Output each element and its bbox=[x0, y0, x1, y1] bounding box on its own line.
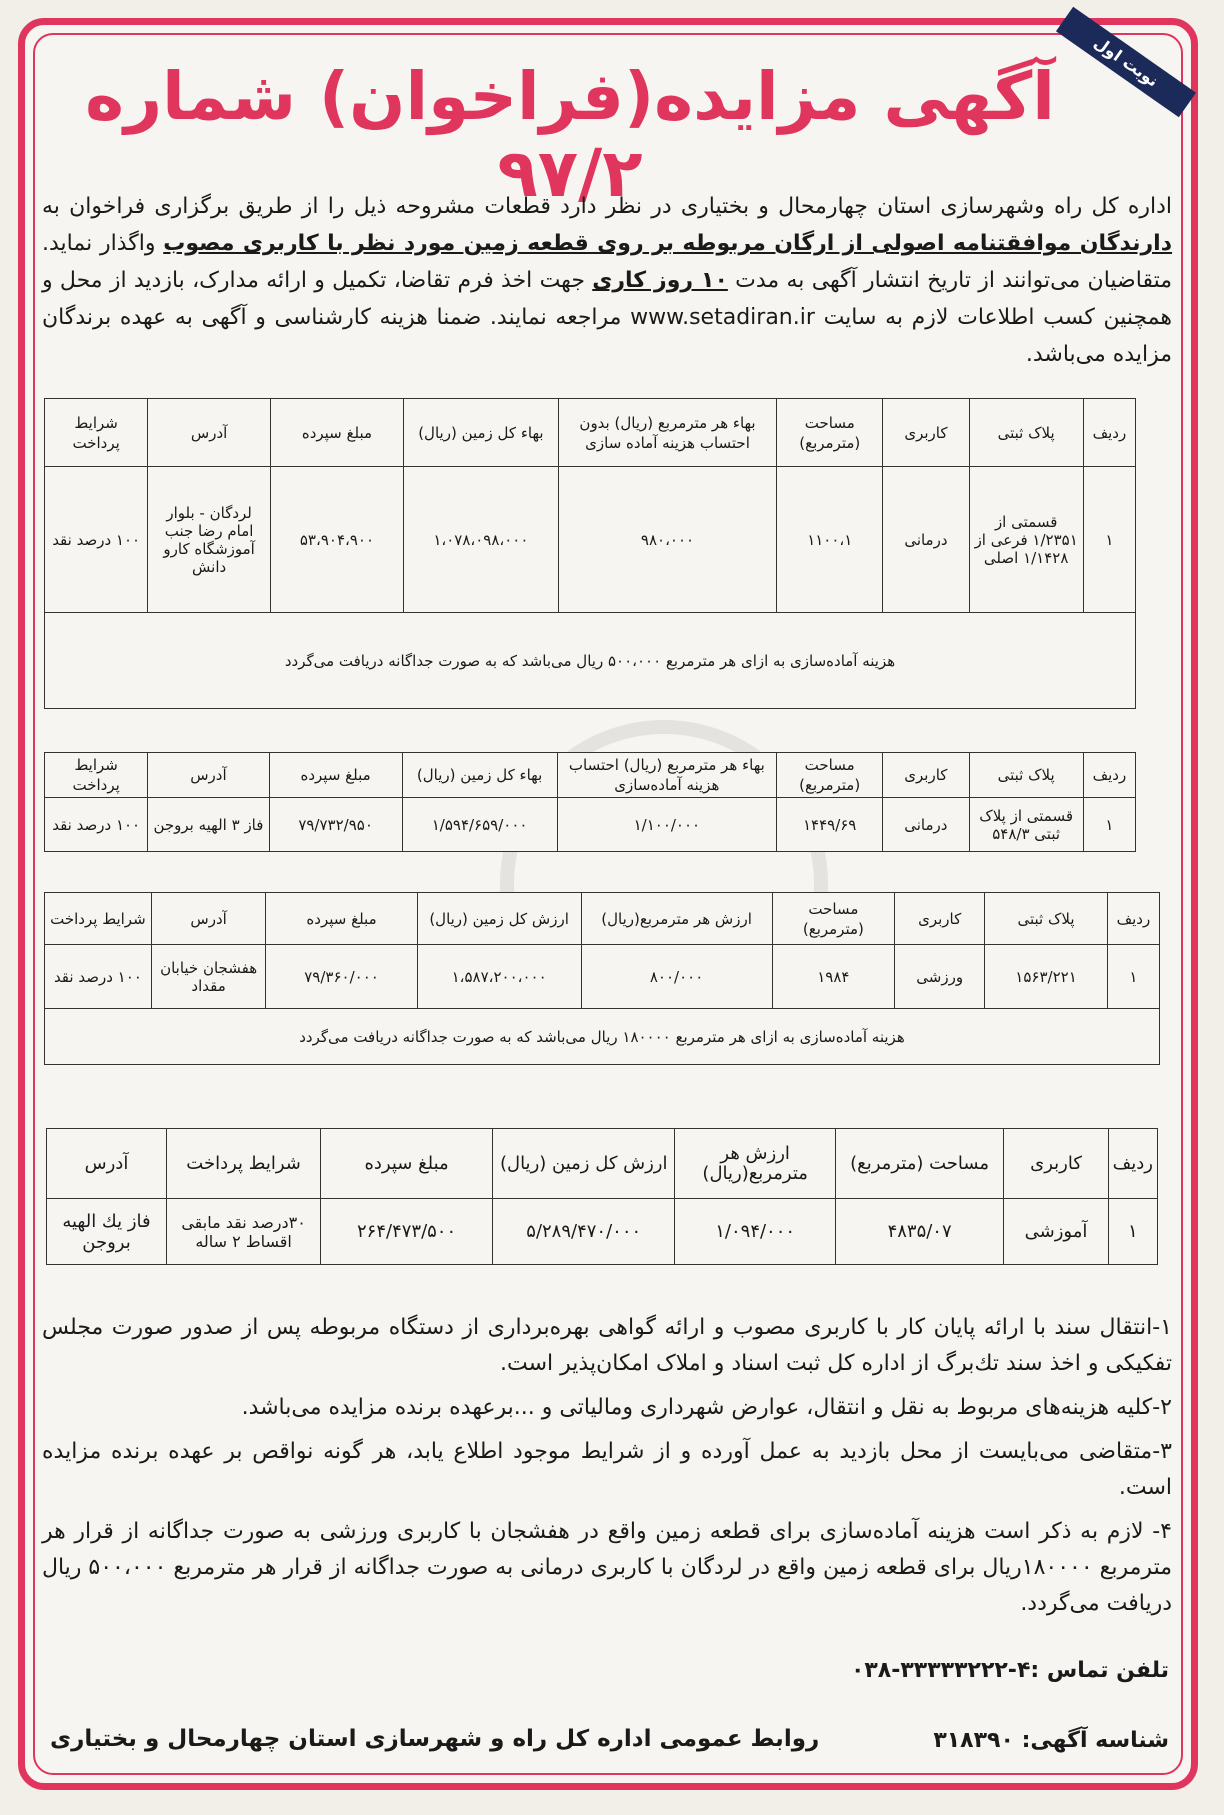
t1-header: مبلغ سپرده bbox=[270, 399, 403, 467]
intro-text-2: متقاضیان می‌توانند از تاریخ انتشار آگهی به مدت bbox=[735, 268, 1172, 293]
t1-header: پلاک ثبتی bbox=[969, 399, 1083, 467]
auction-table-4 bbox=[46, 1128, 1158, 1265]
t2-cell: فاز ۳ الهیه بروجن bbox=[148, 798, 269, 852]
t4-header: ردیف bbox=[1108, 1129, 1157, 1199]
table-row bbox=[45, 945, 1160, 1009]
contact-phone: تلفن تماس :۴-۳۳۳۳۳۲۲۲-۰۳۸ bbox=[850, 1658, 1169, 1683]
t1-cell: ۱۱۰۰،۱ bbox=[777, 467, 883, 613]
t4-cell: ۲۶۴/۴۷۳/۵۰۰ bbox=[321, 1199, 493, 1265]
t3-cell: ۸۰۰/۰۰۰ bbox=[581, 945, 772, 1009]
condition-item: ۳-متقاضی می‌بایست از محل بازدید به عمل آورده و از شرایط موجود اطلاع یابد، هر گونه نواقص بر عهده برنده مزایده است. bbox=[42, 1439, 1172, 1500]
t4-cell: ۳۰درصد نقد مابقی اقساط ۲ ساله bbox=[166, 1199, 320, 1265]
t3-header: پلاک ثبتی bbox=[985, 893, 1108, 945]
t3-cell: ۷۹/۳۶۰/۰۰۰ bbox=[266, 945, 417, 1009]
t4-cell: آموزشی bbox=[1004, 1199, 1108, 1265]
t3-header: مبلغ سپرده bbox=[266, 893, 417, 945]
t1-header: بهاء هر مترمربع (ریال) بدون احتساب هزینه آماده سازی bbox=[558, 399, 776, 467]
t1-cell: ۱ bbox=[1083, 467, 1135, 613]
t3-header: شرایط پرداخت bbox=[45, 893, 152, 945]
t4-cell: فاز یك الهیه بروجن bbox=[47, 1199, 167, 1265]
t2-header: بهاء هر مترمربع (ریال) احتساب هزینه آماده‌سازی bbox=[557, 753, 777, 798]
t1-header: بهاء کل زمین (ریال) bbox=[403, 399, 558, 467]
t3-cell: ۱ bbox=[1107, 945, 1159, 1009]
t2-cell: ۱ bbox=[1083, 798, 1135, 852]
t1-cell: درمانی bbox=[883, 467, 969, 613]
first-publication-badge: نوبت اول bbox=[1056, 7, 1196, 118]
t3-header: ارزش کل زمین (ریال) bbox=[417, 893, 581, 945]
ad-id: شناسه آگهی: ۳۱۸۳۹۰ bbox=[933, 1728, 1169, 1753]
t4-header: آدرس bbox=[47, 1129, 167, 1199]
t4-header: کاربری bbox=[1004, 1129, 1108, 1199]
t2-cell: ۷۹/۷۳۲/۹۵۰ bbox=[269, 798, 402, 852]
t1-header: شرایط پرداخت bbox=[45, 399, 148, 467]
intro-bold-1: دارندگان موافقتنامه اصولی از ارگان مربوطه بر روی قطعه زمین مورد نظر با کاربری مصوب bbox=[163, 231, 1173, 256]
auction-table-3 bbox=[44, 892, 1160, 1065]
t3-note: هزینه آماده‌سازی به ازای هر مترمربع ۱۸۰۰۰۰ ریال می‌باشد که به صورت جداگانه دریافت می‌گردد bbox=[45, 1009, 1160, 1065]
t3-cell: ۱۵۶۳/۲۲۱ bbox=[985, 945, 1108, 1009]
t3-cell: ۱،۵۸۷،۲۰۰،۰۰۰ bbox=[417, 945, 581, 1009]
t3-header: آدرس bbox=[151, 893, 266, 945]
t2-cell: ۱/۱۰۰/۰۰۰ bbox=[557, 798, 777, 852]
t1-cell: ۵۳،۹۰۴،۹۰۰ bbox=[270, 467, 403, 613]
t2-cell: ۱/۵۹۴/۶۵۹/۰۰۰ bbox=[402, 798, 557, 852]
t3-cell: ۱۹۸۴ bbox=[772, 945, 895, 1009]
t4-header: ارزش هر مترمربع(ریال) bbox=[675, 1129, 835, 1199]
t1-header: ردیف bbox=[1083, 399, 1135, 467]
t3-cell: ۱۰۰ درصد نقد bbox=[45, 945, 152, 1009]
intro-bold-2: ۱۰ روز کاری bbox=[592, 268, 728, 293]
t3-cell: ورزشی bbox=[895, 945, 985, 1009]
t3-header: کاربری bbox=[895, 893, 985, 945]
t4-cell: ۱/۰۹۴/۰۰۰ bbox=[675, 1199, 835, 1265]
intro-text-2-end: جهت اخذ فرم تقاضا، تکمیل و ارائه مدارک، بازدید از محل و همچنین کسب اطلاعات لازم به سایت www.setadiran.ir مراجعه نمایند. ضمنا هزینه کارشناسی و آگهی به عهده برندگان مزایده می‌باشد. bbox=[42, 268, 1173, 367]
table-row bbox=[45, 467, 1136, 613]
t4-header: مساحت (مترمربع) bbox=[835, 1129, 1004, 1199]
t2-cell: درمانی bbox=[883, 798, 969, 852]
t1-header: آدرس bbox=[148, 399, 271, 467]
t1-note: هزینه آماده‌سازی به ازای هر مترمربع ۵۰۰،۰۰۰ ریال می‌باشد که به صورت جداگانه دریافت می‌گردد bbox=[45, 613, 1136, 709]
t1-cell: ۹۸۰،۰۰۰ bbox=[558, 467, 776, 613]
t2-header: مساحت (مترمربع) bbox=[777, 753, 883, 798]
intro-paragraph bbox=[42, 188, 1172, 373]
condition-item: ۲-کلیه هزینه‌های مربوط به نقل و انتقال، عوارض شهرداری ومالیاتی و ...برعهده برنده مزایده می‌باشد. bbox=[241, 1395, 1172, 1420]
t1-cell: لردگان - بلوار امام رضا جنب آموزشگاه کارو دانش bbox=[148, 467, 271, 613]
t1-cell: قسمتی از ۱/۲۳۵۱ فرعی از ۱/۱۴۲۸ اصلی bbox=[969, 467, 1083, 613]
condition-item: ۱-انتقال سند با ارائه پایان کار با کاربری مصوب و ارائه گواهی بهره‌برداری از دستگاه مربوطه پس از صدور صورت مجلس تفکیکی و اخذ سند تك‌برگ از اداره کل ثبت اسناد و املاک امکان‌پذیر است. bbox=[42, 1315, 1172, 1376]
condition-item: ۴- لازم به ذکر است هزینه آماده‌سازی برای قطعه زمین واقع در هفشجان با کاربری ورزشی به صورت جداگانه از قرار هر مترمربع ۱۸۰۰۰۰ریال برای قطعه زمین واقع در لردگان با کاربری درمانی به صورت جداگانه از قرار هر مترمربع ۵۰۰،۰۰۰ ریال دریافت می‌گردد. bbox=[41, 1519, 1172, 1616]
conditions-list bbox=[42, 1310, 1172, 1630]
t3-header: مساحت (مترمربع) bbox=[772, 893, 895, 945]
t2-cell: ۱۴۴۹/۶۹ bbox=[777, 798, 883, 852]
t4-cell: ۴۸۳۵/۰۷ bbox=[835, 1199, 1004, 1265]
t3-header: ارزش هر مترمربع(ریال) bbox=[581, 893, 772, 945]
auction-table-2 bbox=[44, 752, 1136, 852]
t3-cell: هفشجان خیابان مقداد bbox=[151, 945, 266, 1009]
t2-header: شرایط پرداخت bbox=[45, 753, 148, 798]
footer-organization: روابط عمومی اداره کل راه و شهرسازی استان چهارمحال و بختیاری bbox=[50, 1726, 820, 1752]
table-row bbox=[45, 798, 1136, 852]
t4-header: ارزش کل زمین (ریال) bbox=[492, 1129, 675, 1199]
t3-header: ردیف bbox=[1107, 893, 1159, 945]
t4-cell: ۱ bbox=[1108, 1199, 1157, 1265]
t2-cell: ۱۰۰ درصد نقد bbox=[45, 798, 148, 852]
t2-header: کاربری bbox=[883, 753, 969, 798]
t4-cell: ۵/۲۸۹/۴۷۰/۰۰۰ bbox=[492, 1199, 675, 1265]
t2-header: مبلغ سپرده bbox=[269, 753, 402, 798]
auction-table-1 bbox=[44, 398, 1136, 709]
table-row bbox=[47, 1199, 1158, 1265]
t4-header: مبلغ سپرده bbox=[321, 1129, 493, 1199]
ad-title: آگهی مزایده(فراخوان) شماره ۹۷/۲ bbox=[85, 58, 1055, 212]
t1-cell: ۱۰۰ درصد نقد bbox=[45, 467, 148, 613]
t1-header: کاربری bbox=[883, 399, 969, 467]
t4-header: شرایط پرداخت bbox=[166, 1129, 320, 1199]
intro-text-1-end: واگذار نماید. bbox=[42, 231, 156, 256]
t2-header: پلاک ثبتی bbox=[969, 753, 1083, 798]
t1-header: مساحت (مترمربع) bbox=[777, 399, 883, 467]
t1-cell: ۱،۰۷۸،۰۹۸،۰۰۰ bbox=[403, 467, 558, 613]
t2-cell: قسمتی از پلاک ثبتی ۵۴۸/۳ bbox=[969, 798, 1083, 852]
intro-text-1: اداره کل راه وشهرسازی استان چهارمحال و بختیاری در نظر دارد قطعات مشروحه ذیل را از طریق برگزاری فراخوان به bbox=[42, 194, 1172, 219]
t2-header: بهاء کل زمین (ریال) bbox=[402, 753, 557, 798]
t2-header: ردیف bbox=[1083, 753, 1135, 798]
t2-header: آدرس bbox=[148, 753, 269, 798]
